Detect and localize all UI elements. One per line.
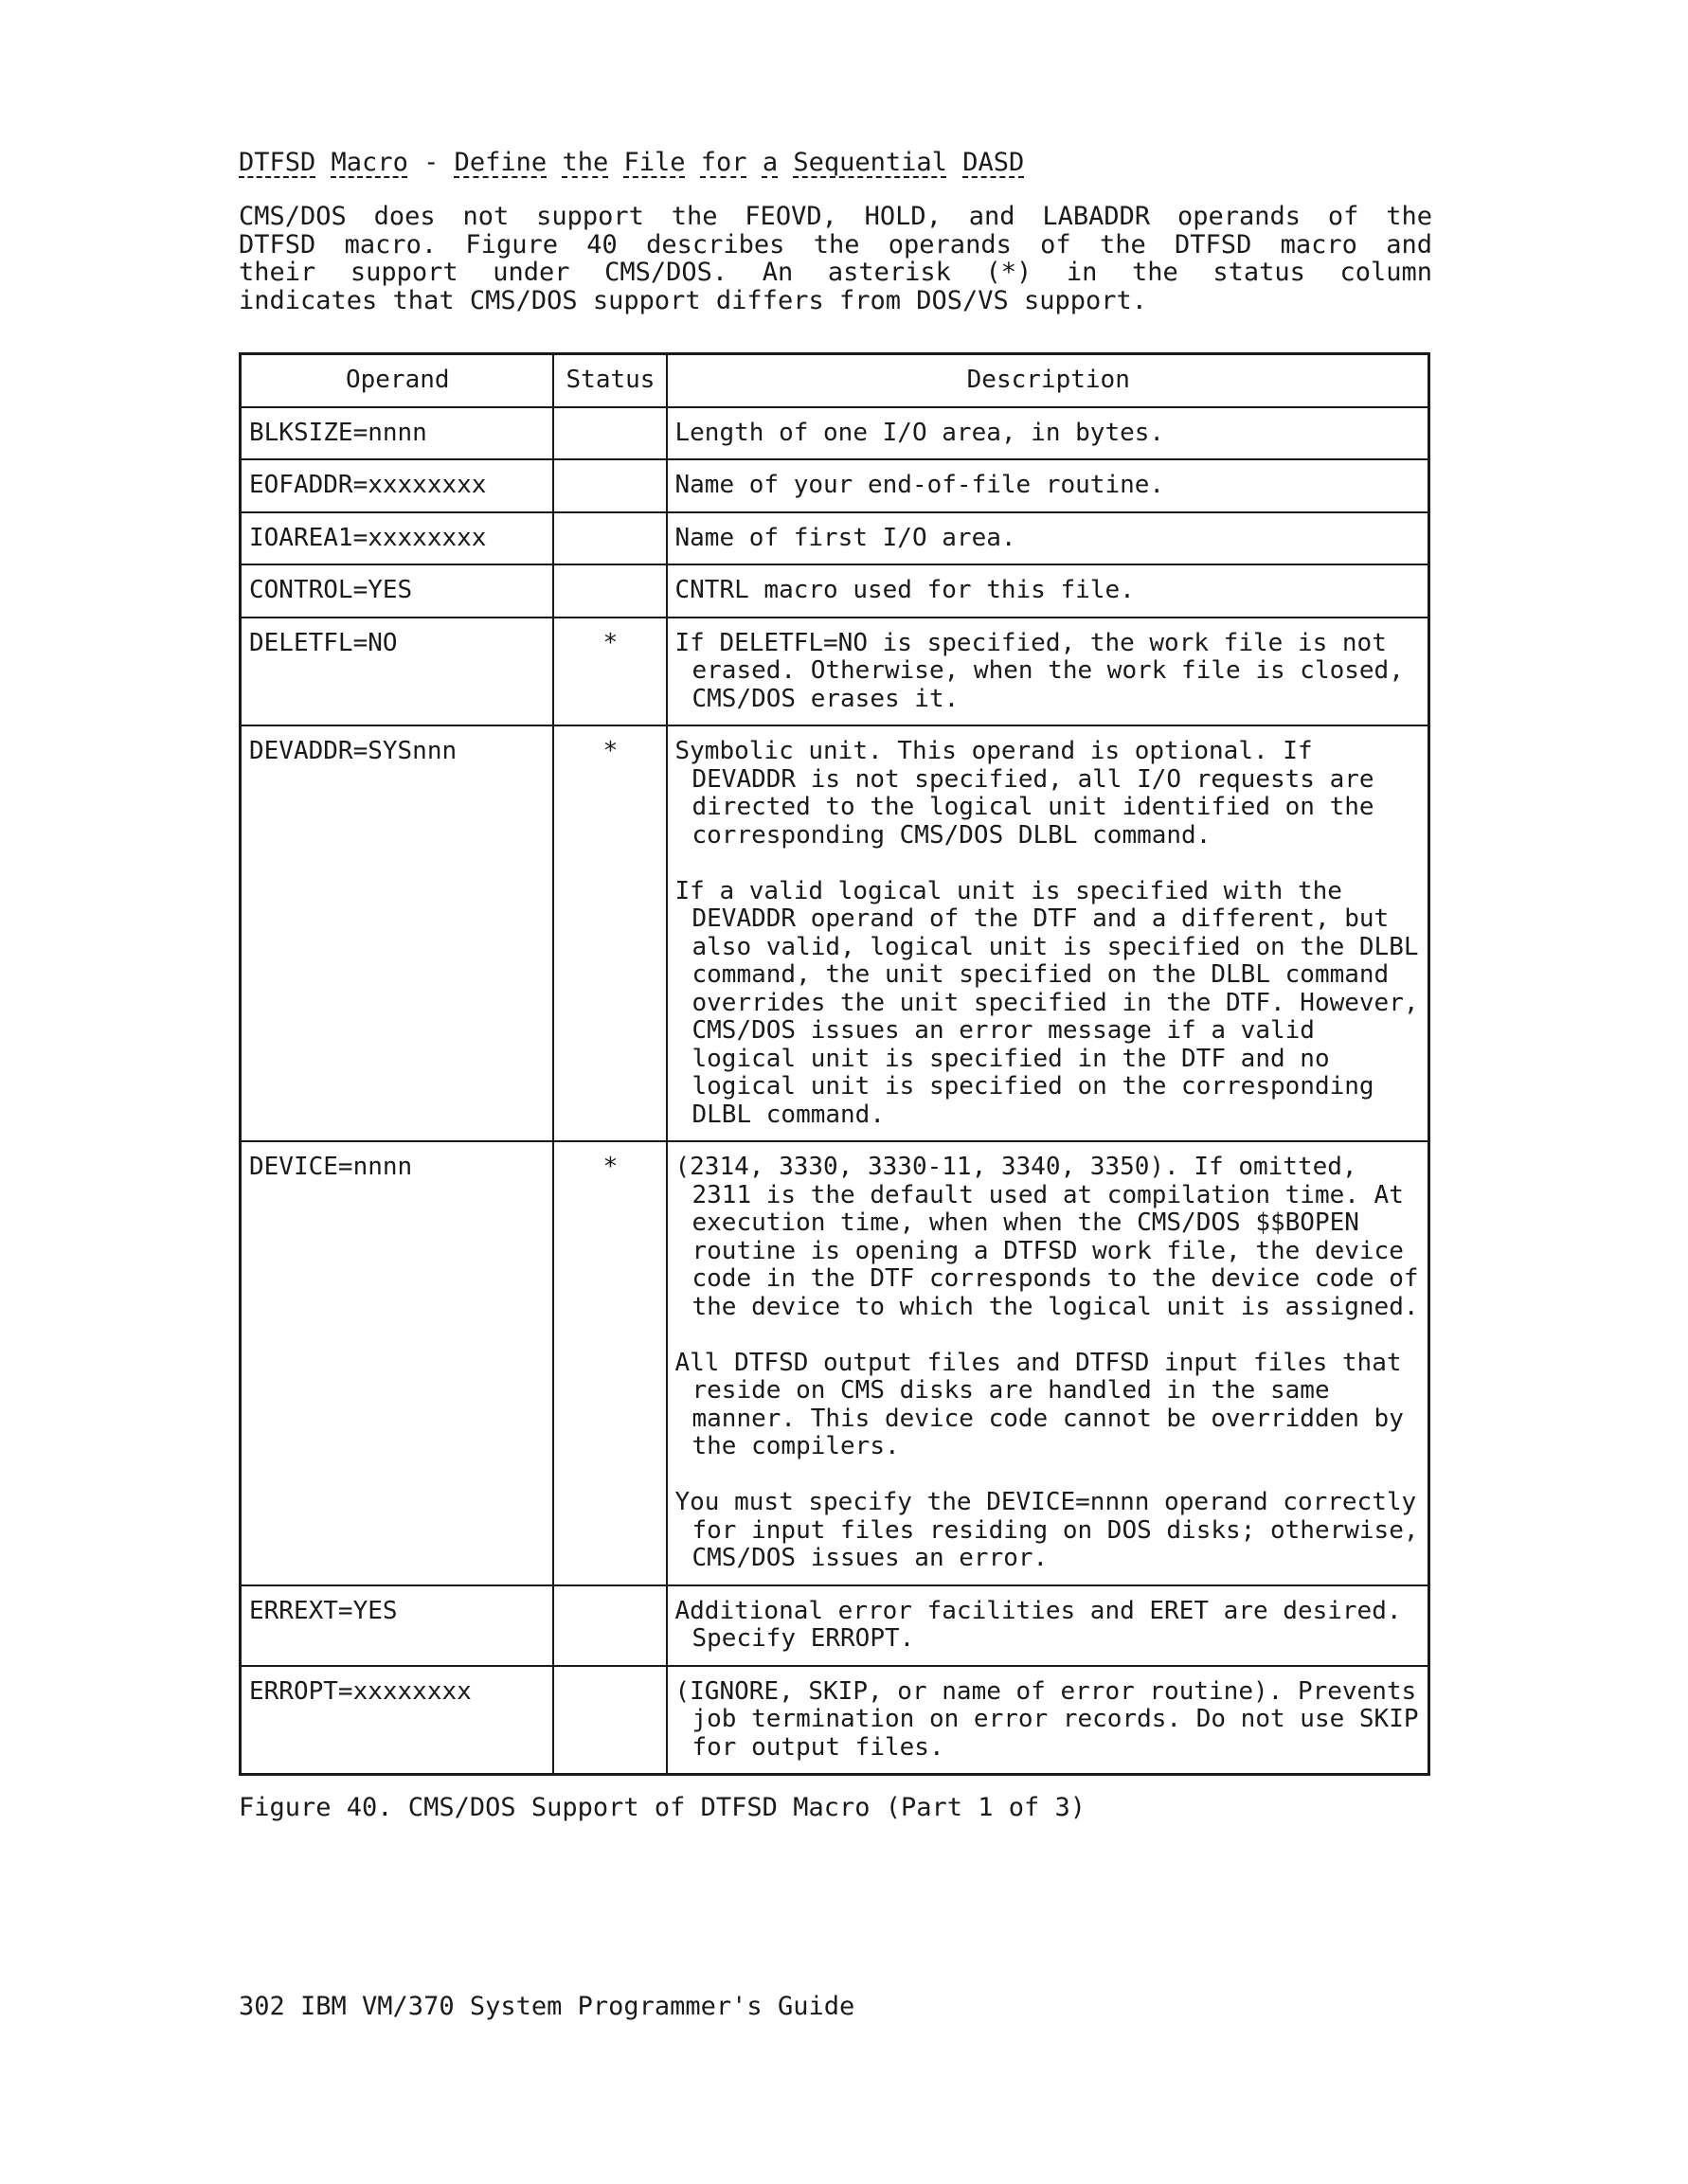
description-paragraph: Name of your end-of-file routine. [674,471,1165,499]
table-row [241,1585,1429,1666]
status-cell [553,459,667,512]
description-cell [667,459,1429,512]
table-header-row [241,354,1429,407]
title-dash: - [423,148,440,177]
page-footer: 302 IBM VM/370 System Programmer's Guide [239,1992,855,2021]
status-cell [553,1585,667,1666]
title-word: Sequential [793,148,947,177]
title-word: the [562,148,609,177]
description-paragraph: Name of first I/O area. [674,523,1016,552]
description-paragraph: (IGNORE, SKIP, or name of error routine). Prevents job termination on error records. Do not use SKIP for output files. [674,1676,1419,1762]
description-cell [667,725,1429,1141]
title-word: Macro [331,148,408,177]
operands-table [239,352,1430,1776]
status-cell [553,1666,667,1775]
description-cell [667,1141,1429,1585]
description-cell [667,564,1429,618]
operand-cell: DEVADDR=SYSnnn [241,725,553,1141]
operand-cell: DEVICE=nnnn [241,1141,553,1585]
description-cell [667,512,1429,565]
description-paragraph: Symbolic unit. This operand is optional. If DEVADDR is not specified, all I/O requests are directed to the logical unit identified on the corresponding CMS/DOS DLBL command. [674,737,1374,850]
header-operand: Operand [241,354,553,407]
title-word: a [762,148,779,177]
intro-line: DTFSD macro. Figure 40 describes the operands of the DTFSD macro and [239,230,1432,259]
description-paragraph: You must specify the DEVICE=nnnn operand correctly for input files residing on DOS disks; otherwise, CMS/DOS issues an error. [674,1488,1419,1572]
operand-cell: EOFADDR=xxxxxxxx [241,459,553,512]
table-row [241,512,1429,565]
description-cell [667,407,1429,460]
intro-line: CMS/DOS does not support the FEOVD, HOLD, and LABADDR operands of the [239,203,1432,231]
description-cell [667,618,1429,726]
table-row [241,725,1429,1141]
description-paragraph: If DELETFL=NO is specified, the work file is not erased. Otherwise, when the work file is closed, CMS/DOS erases it. [674,628,1404,713]
title-word: DASD [962,148,1025,177]
status-cell: * [553,1141,667,1585]
description-paragraph: If a valid logical unit is specified with the DEVADDR operand of the DTF and a different, but also valid, logical unit is specified on the DLBL command, the unit specified on the DLBL command overrides the unit specified in the DTF. However, CMS/DOS issues an error message if a valid logical unit is specified in the DTF and no logical unit is specified on the corresponding DLBL command. [674,876,1419,1129]
table-row [241,1666,1429,1775]
description-paragraph: Additional error facilities and ERET are desired. Specify ERROPT. [674,1596,1402,1653]
operand-cell: BLKSIZE=nnnn [241,407,553,460]
status-cell [553,407,667,460]
operand-cell: IOAREA1=xxxxxxxx [241,512,553,565]
table-row [241,564,1429,618]
table-row [241,459,1429,512]
status-cell [553,512,667,565]
description-cell [667,1585,1429,1666]
description-paragraph: (2314, 3330, 3330-11, 3340, 3350). If omitted, 2311 is the default used at compilation time. At execution time, when when the CMS/DOS $$BOPEN routine is opening a DTFSD work file, the device code in the DTF corresponds to the device code of the device to which the logical unit is assigned. [674,1153,1419,1321]
table-row [241,618,1429,726]
operand-cell: ERREXT=YES [241,1585,553,1666]
operand-cell: CONTROL=YES [241,564,553,618]
title-word: Define [454,148,548,177]
table-row [241,407,1429,460]
intro-line: their support under CMS/DOS. An asterisk (*) in the status column [239,259,1432,287]
intro-paragraph [239,203,1432,314]
description-paragraph: All DTFSD output files and DTFSD input files that reside on CMS disks are handled in the same manner. This device code cannot be overridden by the compilers. [674,1348,1404,1460]
status-cell [553,564,667,618]
operand-cell: DELETFL=NO [241,618,553,726]
header-status: Status [553,354,667,407]
title-word: for [700,148,747,177]
intro-line: indicates that CMS/DOS support differs from DOS/VS support. [239,286,1148,314]
operand-cell: ERROPT=xxxxxxxx [241,1666,553,1775]
status-cell: * [553,618,667,726]
description-paragraph: Length of one I/O area, in bytes. [674,418,1165,447]
header-description: Description [667,354,1429,407]
status-cell: * [553,725,667,1141]
section-title [239,148,1432,178]
title-word: File [623,148,686,177]
description-paragraph: CNTRL macro used for this file. [674,576,1135,604]
document-page [239,148,1432,1823]
description-cell [667,1666,1429,1775]
table-row [241,1141,1429,1585]
figure-caption: Figure 40. CMS/DOS Support of DTFSD Macro (Part 1 of 3) [239,1793,1086,1822]
title-word: DTFSD [239,148,316,177]
